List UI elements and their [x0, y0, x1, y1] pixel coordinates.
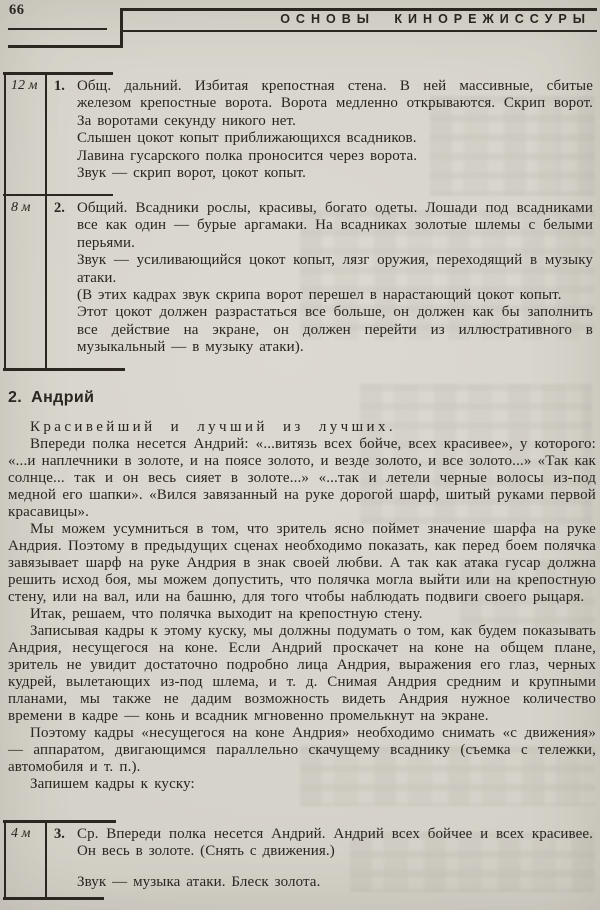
shot-duration: 8 м	[11, 200, 31, 215]
header-rule-left-thick	[8, 45, 123, 48]
body-paragraph: Запишем кадры к куску:	[30, 776, 195, 792]
header-rule-left-thin	[8, 28, 107, 30]
page-number: 66	[9, 2, 25, 18]
shot-number: 1.	[54, 78, 65, 94]
shot-table-bottom	[4, 820, 596, 900]
running-title: ОСНОВЫ КИНОРЕЖИССУРЫ	[280, 12, 591, 26]
shot-number: 2.	[54, 200, 65, 216]
header-rule-top	[123, 8, 597, 11]
body-paragraph: Итак, решаем, что полячка выходит на крепостную стену.	[30, 606, 423, 622]
shot-duration: 12 м	[11, 78, 38, 93]
body-text	[8, 419, 596, 793]
header-rule-bottom	[123, 30, 597, 32]
shot-paragraph: Звук — усиливающийся цокот копыт, лязг оружия, переходящий в музыку атаки.	[77, 252, 593, 286]
body-paragraph: Записывая кадры к этому куску, мы должны подумать о том, как будем показывать Андрия, несущегося на коне. Если Андрий проскачет на коне на общем плане, зритель не увидит достаточно подробно лица Андрия, выражения его глаз, черных кудрей, вылетающих из-под шлема, и т. д. Снимая Андрия средним и крупными планами, мы также не дадим возможность видеть Андрия нужное количество времени в кадре — конь и всадник мгновенно промелькнут на экране.	[8, 623, 596, 724]
shot-description-cell	[77, 826, 593, 891]
shot-paragraph: Этот цокот должен разрастаться все больше, он должен как бы заполнить все действие на экране, он должен перейти из иллюстративного в музыкальный — в музыку атаки).	[77, 304, 593, 356]
table-row	[4, 72, 596, 194]
shot-paragraph: Звук — музыка атаки. Блеск золота.	[77, 873, 321, 890]
section-number: 2.	[8, 389, 23, 406]
body-paragraph: Мы можем усумниться в том, что зритель ясно поймет значение шарфа на руке Андрия. Поэтому в предыдущих сценах необходимо показать, как перед боем полячка завязывает шарф на руке Андрия в знак своей любви. А так как атака гусар должна решить исход боя, мы можем допустить, что полячка могла выйти или на крепостную стену, или на вал, или на башню, для того чтобы наблюдать подвиги своего рыцаря.	[8, 521, 596, 605]
table-row	[4, 820, 596, 900]
shot-paragraph: Общ. дальний. Избитая крепостная стена. В ней массивные, сбитые железом крепостные ворота. Ворота медленно открываются. Скрип ворот. За воротами секунду никого нет.	[77, 78, 593, 129]
shot-paragraph: Слышен цокот копыт приближающихся всадников.	[77, 130, 417, 147]
shot-paragraph: Ср. Впереди полка несется Андрий. Андрий всех бойчее и всех красивее. Он весь в золоте. (Снять с движения.)	[77, 826, 593, 860]
shot-table-top	[4, 72, 596, 371]
shot-duration: 4 м	[11, 826, 31, 841]
shot-description-cell	[77, 78, 593, 182]
shot-paragraph: Лавина гусарского полка проносится через ворота.	[77, 147, 418, 164]
section-title: Андрий	[31, 389, 95, 406]
shot-paragraph: (В этих кадрах звук скрипа ворот перешел в нарастающий цокот копыт.	[77, 287, 562, 304]
shot-paragraph: Общий. Всадники рослы, красивы, богато одеты. Лошади под всадниками все как один — бурые аргамаки. На всадниках золотые шлемы с белыми перьями.	[77, 200, 593, 251]
shot-number: 3.	[54, 826, 65, 842]
section-heading	[8, 389, 94, 407]
emphasized-line: Красивейший и лучший из лучших.	[30, 419, 397, 435]
shot-description-cell	[77, 200, 593, 357]
body-paragraph: Поэтому кадры «несущегося на коне Андрия» необходимо снимать «с движения» — аппаратом, двигающимся параллельно скачущему всаднику (съемка с тележки, автомобиля и т. п.).	[8, 725, 596, 775]
shot-paragraph: Звук — скрип ворот, цокот копыт.	[77, 165, 307, 182]
table-row	[4, 194, 596, 371]
body-paragraph: Впереди полка несется Андрий: «...витязь всех бойче, всех красивее», у которого: «...и наплечники в золоте, и на поясе золото, и везде золото, и все золото...» «Так как солнце... так и он весь сияет в золоте...» «...так и летели черные волосы из-под медной его шапки». «Вился завязанный на руке дорогой шарф, шитый руками первой красавицы».	[8, 436, 596, 520]
